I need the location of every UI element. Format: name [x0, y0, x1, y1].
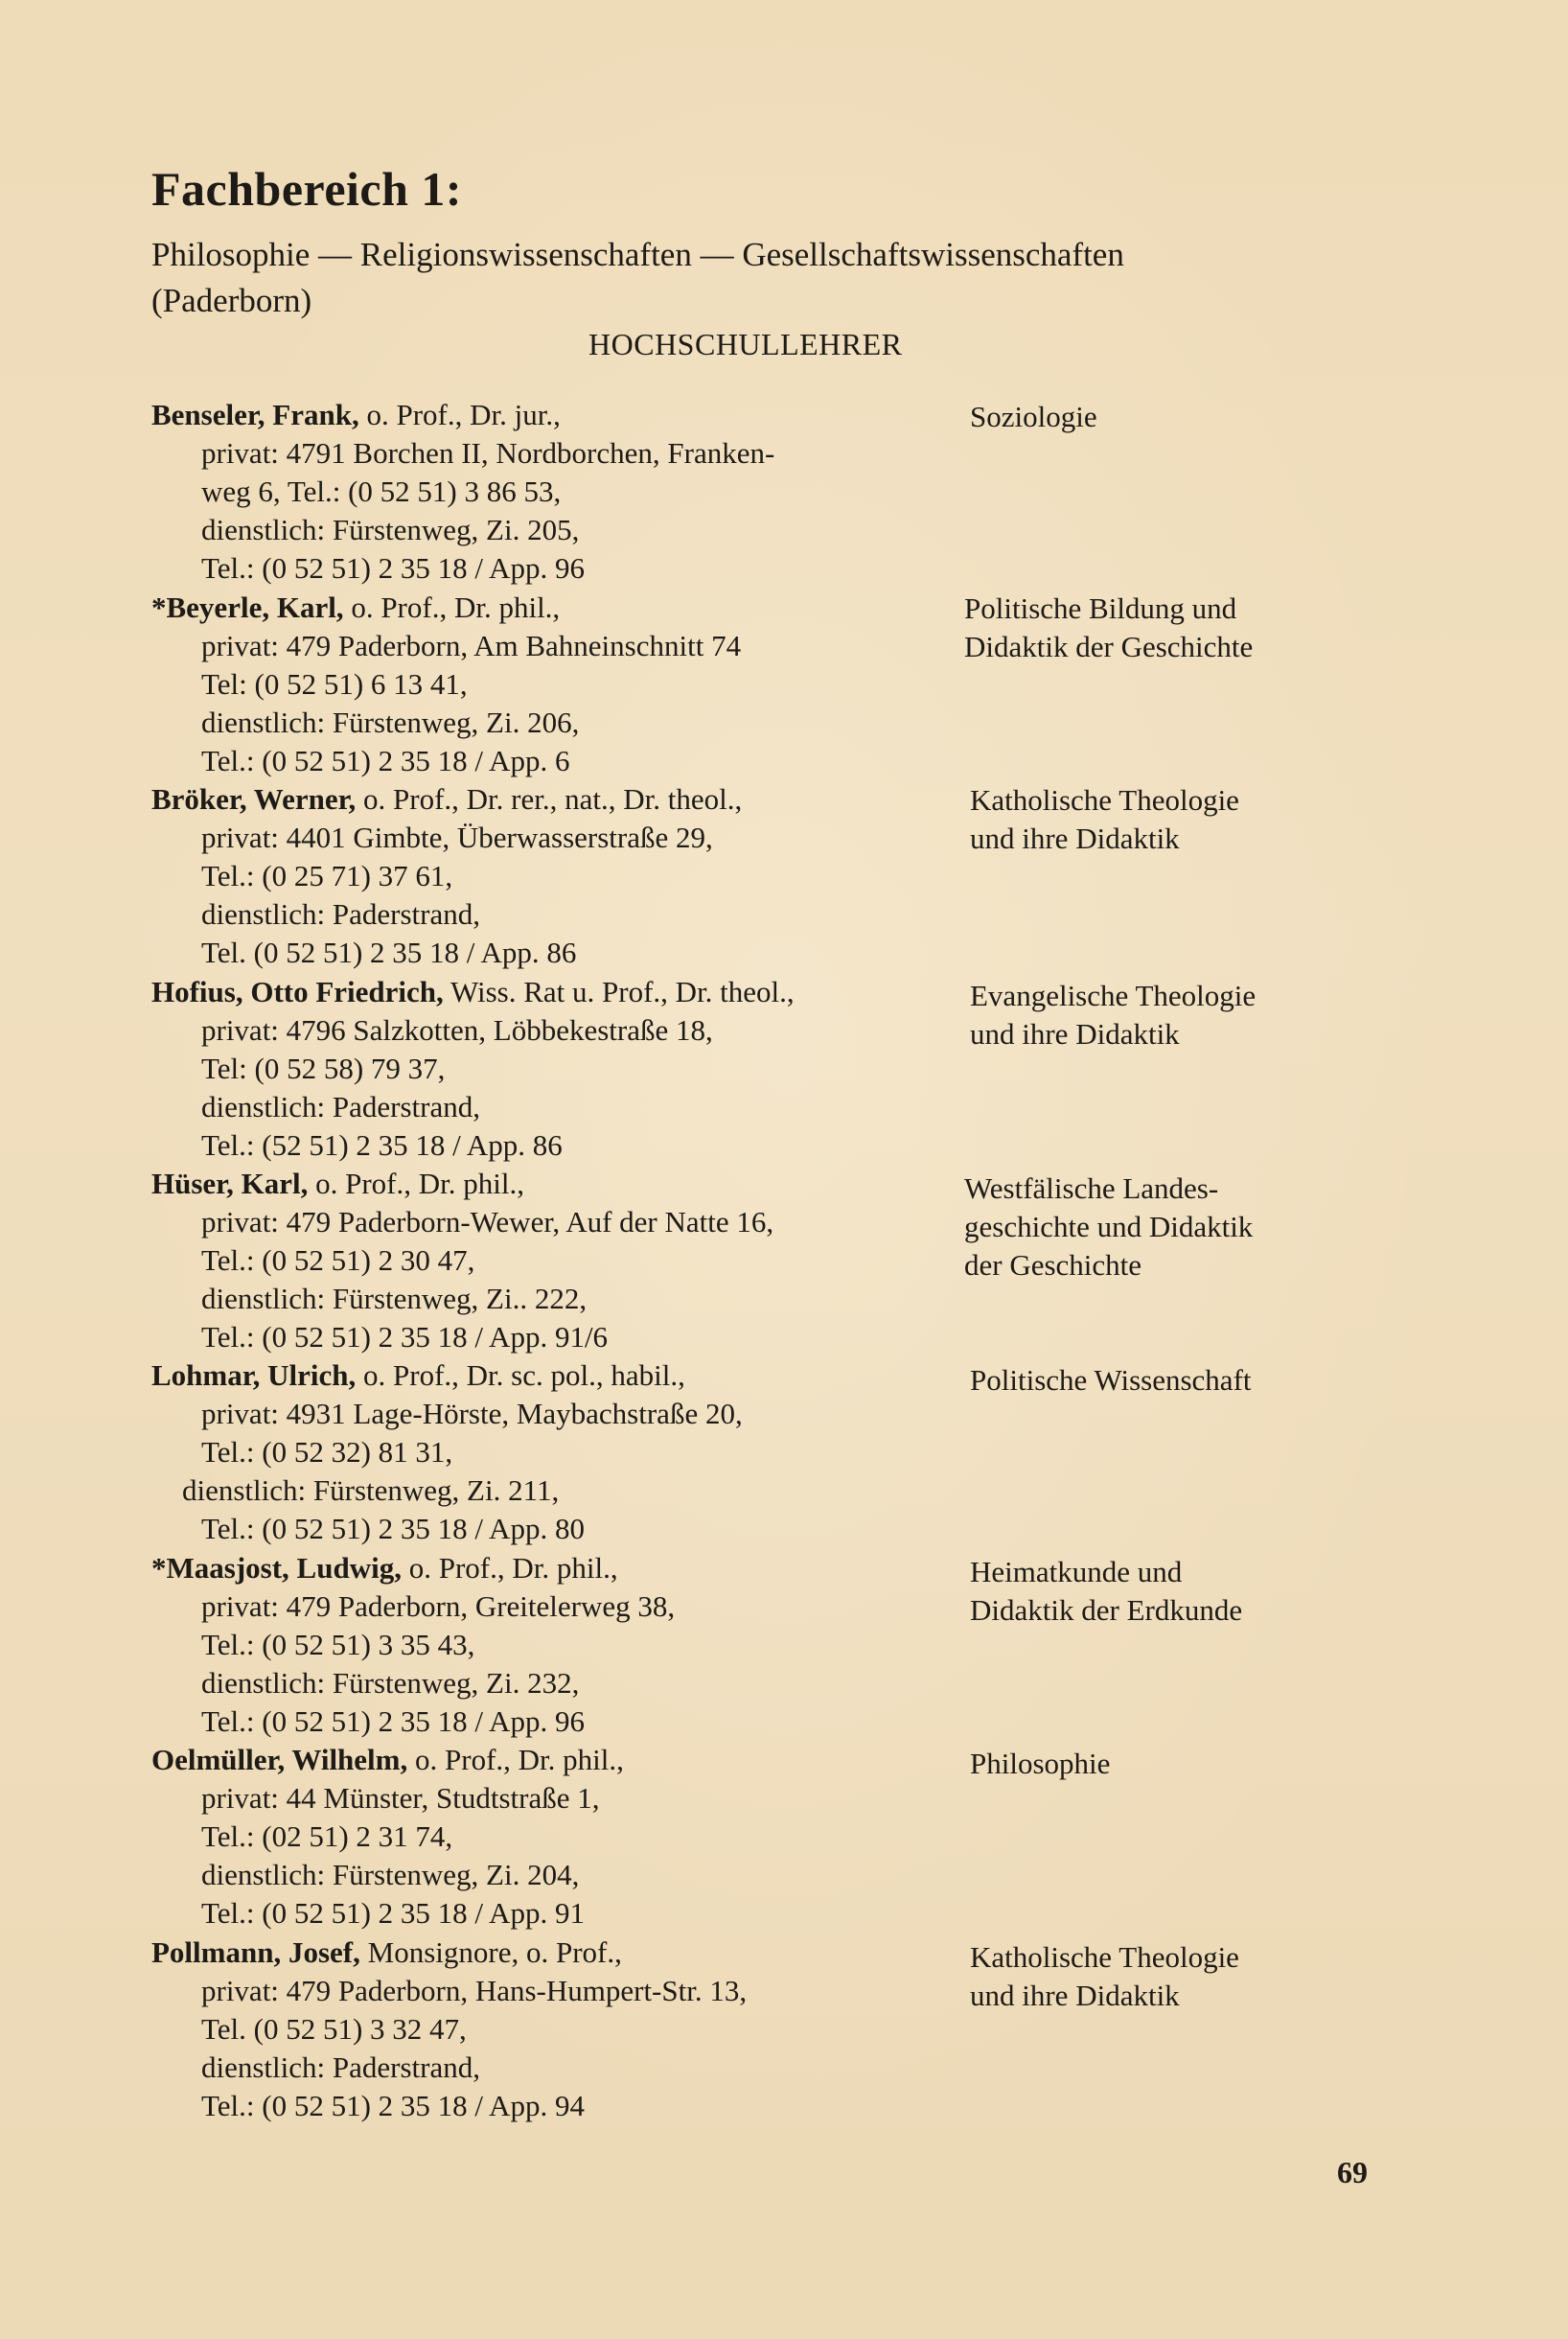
field-line: Katholische Theologie: [970, 783, 1239, 817]
faculty-title: o. Prof., Dr. phil.,: [407, 1743, 624, 1776]
faculty-name: Pollmann, Josef,: [151, 1935, 360, 1969]
faculty-entry: [151, 589, 976, 780]
entry-line: dienstlich: Fürstenweg, Zi. 204,: [201, 1858, 580, 1891]
field-line: Soziologie: [970, 400, 1097, 433]
entry-line: Tel. (0 52 51) 3 32 47,: [201, 2012, 467, 2046]
faculty-entry: [151, 1741, 976, 1933]
entry-line: privat: 479 Paderborn, Hans-Humpert-Str. 13,: [201, 1974, 748, 2007]
faculty-entry: [151, 1549, 976, 1741]
entry-line: Tel. (0 52 51) 2 35 18 / App. 86: [201, 936, 577, 969]
entry-line: privat: 44 Münster, Studtstraße 1,: [201, 1781, 600, 1815]
entry-line: Tel.: (02 51) 2 31 74,: [201, 1819, 453, 1853]
field-line: Philosophie: [970, 1747, 1111, 1780]
faculty-title: o. Prof., Dr. phil.,: [343, 591, 561, 624]
faculty-name: Hüser, Karl,: [151, 1167, 309, 1200]
field-line: und ihre Didaktik: [970, 1017, 1180, 1051]
faculty-entry: [151, 1934, 976, 2125]
entry-line: Tel: (0 52 51) 6 13 41,: [201, 667, 468, 701]
faculty-name: Oelmüller, Wilhelm,: [151, 1743, 408, 1776]
entry-line: dienstlich: Fürstenweg, Zi. 205,: [201, 513, 580, 546]
entry-line: privat: 4791 Borchen II, Nordborchen, Franken-: [201, 436, 775, 470]
faculty-name: *Maasjost, Ludwig,: [151, 1551, 402, 1585]
entry-line: privat: 479 Paderborn, Greitelerweg 38,: [201, 1589, 676, 1623]
entry-line: weg 6, Tel.: (0 52 51) 3 86 53,: [201, 475, 562, 508]
faculty-field: [964, 1170, 1367, 1285]
section-heading: HOCHSCHULLEHRER: [588, 327, 903, 361]
entry-line: privat: 479 Paderborn-Wewer, Auf der Natte 16,: [201, 1205, 774, 1239]
entry-line: Tel.: (0 25 71) 37 61,: [201, 859, 453, 892]
faculty-entry: [151, 780, 976, 972]
entry-line: dienstlich: Fürstenweg, Zi.. 222,: [201, 1282, 588, 1315]
entry-line: privat: 4931 Lage-Hörste, Maybachstraße 20,: [201, 1397, 743, 1430]
faculty-field: [970, 1361, 1372, 1400]
page-title: Fachbereich 1:: [151, 162, 463, 216]
field-line: Katholische Theologie: [970, 1940, 1239, 1974]
faculty-field: [970, 781, 1372, 858]
entry-line: Tel.: (0 52 51) 2 35 18 / App. 6: [201, 744, 570, 777]
field-line: der Geschichte: [964, 1248, 1142, 1282]
entry-line: Tel.: (0 52 51) 2 35 18 / App. 94: [201, 2089, 585, 2122]
field-line: Didaktik der Erdkunde: [970, 1593, 1243, 1627]
faculty-title: o. Prof., Dr. jur.,: [358, 398, 561, 431]
field-line: Evangelische Theologie: [970, 979, 1257, 1012]
faculty-title: o. Prof., Dr. phil.,: [401, 1551, 618, 1585]
entry-line: dienstlich: Paderstrand,: [201, 1090, 480, 1123]
subtitle-line-1: Philosophie — Religionswissenschaften — Gesellschaftswissenschaften: [151, 236, 1124, 273]
entry-line: Tel.: (0 52 51) 3 35 43,: [201, 1628, 475, 1661]
field-line: und ihre Didaktik: [970, 1979, 1180, 2012]
faculty-title: o. Prof., Dr. rer., nat., Dr. theol.,: [356, 782, 743, 816]
faculty-title: Monsignore, o. Prof.,: [359, 1935, 622, 1969]
entry-line: Tel.: (0 52 51) 2 35 18 / App. 91: [201, 1896, 585, 1930]
faculty-title: o. Prof., Dr. sc. pol., habil.,: [356, 1358, 685, 1392]
entry-line: Tel: (0 52 58) 79 37,: [201, 1052, 446, 1085]
field-line: Heimatkunde und: [970, 1555, 1183, 1588]
entry-line: Tel.: (0 52 51) 2 35 18 / App. 96: [201, 551, 585, 585]
faculty-name: Hofius, Otto Friedrich,: [151, 975, 444, 1008]
faculty-entry: [151, 396, 976, 588]
faculty-field: [970, 1553, 1372, 1630]
entry-line: Tel.: (0 52 51) 2 35 18 / App. 96: [201, 1704, 585, 1738]
entry-line: dienstlich: Fürstenweg, Zi. 232,: [201, 1666, 580, 1700]
entry-line: privat: 4796 Salzkotten, Löbbekestraße 18,: [201, 1013, 713, 1047]
faculty-name: Benseler, Frank,: [151, 398, 359, 431]
field-line: Westfälische Landes-: [964, 1171, 1219, 1205]
entry-line: Tel.: (0 52 51) 2 35 18 / App. 91/6: [201, 1320, 609, 1354]
entry-line: dienstlich: Fürstenweg, Zi. 206,: [201, 706, 580, 739]
faculty-field: [970, 977, 1372, 1054]
faculty-entry: [151, 1165, 976, 1356]
faculty-field: [970, 1938, 1372, 2015]
faculty-field: [964, 590, 1367, 666]
entry-line: Tel.: (52 51) 2 35 18 / App. 86: [201, 1128, 563, 1162]
faculty-title: o. Prof., Dr. phil.,: [308, 1167, 524, 1200]
faculty-field: [970, 398, 1372, 436]
faculty-name: Lohmar, Ulrich,: [151, 1358, 357, 1392]
entry-line: Tel.: (0 52 32) 81 31,: [201, 1435, 453, 1469]
entry-line: privat: 479 Paderborn, Am Bahneinschnitt 74: [201, 629, 742, 662]
entry-line: dienstlich: Paderstrand,: [201, 897, 480, 931]
entry-line: dienstlich: Fürstenweg, Zi. 211,: [182, 1473, 560, 1507]
faculty-title: Wiss. Rat u. Prof., Dr. theol.,: [443, 975, 795, 1008]
field-line: Politische Bildung und: [964, 591, 1237, 625]
subtitle-line-2: (Paderborn): [151, 282, 312, 319]
field-line: Politische Wissenschaft: [970, 1363, 1252, 1397]
field-line: Didaktik der Geschichte: [964, 630, 1254, 663]
faculty-name: *Beyerle, Karl,: [151, 591, 344, 624]
entry-line: dienstlich: Paderstrand,: [201, 2050, 480, 2084]
faculty-field: [970, 1745, 1372, 1783]
faculty-name: Bröker, Werner,: [151, 782, 357, 816]
entry-line: Tel.: (0 52 51) 2 30 47,: [201, 1243, 475, 1277]
field-line: geschichte und Didaktik: [964, 1210, 1254, 1243]
entry-line: Tel.: (0 52 51) 2 35 18 / App. 80: [201, 1512, 585, 1545]
faculty-entry: [151, 1356, 976, 1548]
page-number: 69: [1337, 2155, 1368, 2189]
faculty-entry: [151, 973, 976, 1165]
page-subtitle: [151, 232, 1397, 324]
entry-line: privat: 4401 Gimbte, Überwasserstraße 29,: [201, 821, 713, 854]
field-line: und ihre Didaktik: [970, 822, 1180, 855]
